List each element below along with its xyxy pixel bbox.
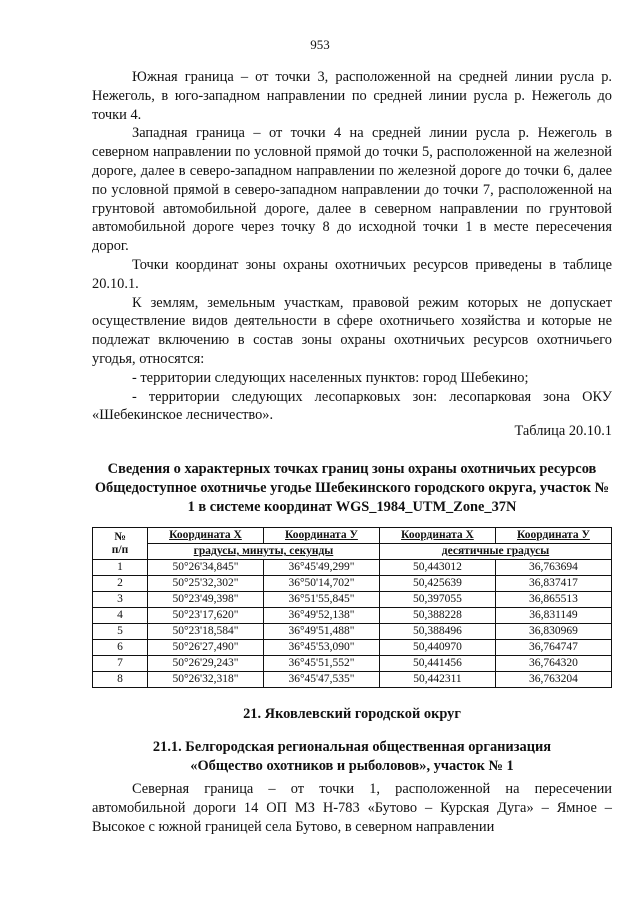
section-heading-21-1-line1: 21.1. Белгородская региональная общественная организация (152, 739, 552, 755)
boundary-description (92, 68, 612, 425)
table-row (93, 624, 612, 640)
paragraph-coordinates-ref: Точки координат зоны охраны охотничьих ресурсов приведены в таблице 20.10.1. (92, 256, 612, 292)
paragraph-north-boundary: Северная граница – от точки 1, расположенной на пересечении автомобильной дороги 14 ОП МЗ Н-783 «Бутово – Курская Дуга» – Ямное – Высокое с южной границей села Бутово, в северном направлении (92, 781, 612, 835)
cell-x-dec: 50,442311 (379, 672, 495, 688)
cell-x-dms: 50°23'17,620" (148, 608, 264, 624)
table-caption: Таблица 20.10.1 (514, 423, 612, 439)
cell-y-dec: 36,837417 (495, 576, 611, 592)
header-y-dms: Координата У (263, 528, 379, 544)
paragraph-west-boundary: Западная граница – от точки 4 на средней линии русла р. Нежеголь в северном направлении по условной прямой до точки 5, расположенной на железной дороге, далее в северо-западном направлении по железной дороге до точки 6, далее по условной прямой в северо-западном направлении до точки 7, расположенной на грунтовой автомобильной дороге, далее в северном направлении по грунтовой автомобильной дороге через точку 8 до исходной точки 1 в месте пересечения дорог. (92, 125, 612, 255)
list-item-settlements: - территории следующих населенных пунктов: город Шебекино; (132, 369, 529, 386)
table-title: Сведения о характерных точках границ зоны охраны охотничьих ресурсов Общедоступное охотничье угодье Шебекинского городского округа, участок № 1 в системе координат WGS_1984_UTM_Zone_37N (94, 461, 610, 515)
cell-x-dec: 50,441456 (379, 656, 495, 672)
cell-x-dec: 50,397055 (379, 592, 495, 608)
cell-y-dec: 36,764320 (495, 656, 611, 672)
section-heading-21: 21. Яковлевский городской округ (243, 706, 461, 722)
cell-y-dms: 36°45'53,090" (263, 640, 379, 656)
paragraph-south-boundary: Южная граница – от точки 3, расположенной на средней линии русла р. Нежеголь, в юго-западном направлении по средней линии русла р. Нежеголь до точки 4. (92, 69, 612, 123)
header-y-dec: Координата У (495, 528, 611, 544)
cell-y-dms: 36°45'49,299" (263, 560, 379, 576)
table-row (93, 608, 612, 624)
cell-x-dms: 50°26'27,490" (148, 640, 264, 656)
cell-y-dec: 36,831149 (495, 608, 611, 624)
header-x-dec: Координата X (379, 528, 495, 544)
table-row (93, 576, 612, 592)
cell-y-dms: 36°50'14,702" (263, 576, 379, 592)
header-unit-dms: градусы, минуты, секунды (148, 544, 380, 560)
cell-row-number: 8 (93, 672, 148, 688)
cell-x-dms: 50°26'34,845" (148, 560, 264, 576)
cell-y-dms: 36°49'52,138" (263, 608, 379, 624)
table-row (93, 640, 612, 656)
cell-x-dec: 50,443012 (379, 560, 495, 576)
cell-x-dms: 50°23'49,398" (148, 592, 264, 608)
cell-x-dec: 50,388496 (379, 624, 495, 640)
cell-y-dec: 36,763694 (495, 560, 611, 576)
cell-y-dms: 36°45'47,535" (263, 672, 379, 688)
header-x-dms: Координата X (148, 528, 264, 544)
table-row (93, 672, 612, 688)
header-number: № п/п (93, 528, 148, 560)
cell-row-number: 6 (93, 640, 148, 656)
header-unit-dec: десятичные градусы (379, 544, 611, 560)
cell-y-dec: 36,763204 (495, 672, 611, 688)
cell-x-dec: 50,388228 (379, 608, 495, 624)
table-row (93, 560, 612, 576)
cell-row-number: 1 (93, 560, 148, 576)
cell-y-dec: 36,764747 (495, 640, 611, 656)
cell-y-dms: 36°45'51,552" (263, 656, 379, 672)
section-heading-21-1-line2: «Общество охотников и рыболовов», участок № 1 (190, 758, 514, 774)
cell-x-dec: 50,440970 (379, 640, 495, 656)
coordinates-table (92, 527, 612, 688)
cell-x-dms: 50°25'32,302" (148, 576, 264, 592)
cell-y-dms: 36°51'55,845" (263, 592, 379, 608)
section-heading-21-1 (92, 738, 612, 776)
cell-row-number: 4 (93, 608, 148, 624)
table-row (93, 592, 612, 608)
cell-row-number: 3 (93, 592, 148, 608)
table-row (93, 656, 612, 672)
cell-y-dec: 36,865513 (495, 592, 611, 608)
cell-x-dec: 50,425639 (379, 576, 495, 592)
list-item-forest-park: - территории следующих лесопарковых зон: лесопарковая зона ОКУ «Шебекинское лесничество». (92, 388, 612, 424)
cell-row-number: 7 (93, 656, 148, 672)
cell-y-dms: 36°49'51,488" (263, 624, 379, 640)
cell-y-dec: 36,830969 (495, 624, 611, 640)
cell-x-dms: 50°26'32,318" (148, 672, 264, 688)
page-number: 953 (310, 37, 330, 52)
cell-x-dms: 50°26'29,243" (148, 656, 264, 672)
cell-x-dms: 50°23'18,584" (148, 624, 264, 640)
cell-row-number: 5 (93, 624, 148, 640)
cell-row-number: 2 (93, 576, 148, 592)
paragraph-excluded-lands: К землям, земельным участкам, правовой режим которых не допускает осуществление видов деятельности в сфере охотничьего хозяйства и которые не подлежат включению в состав зоны охраны охотничьих ресурсов охотничьего угодья, относятся: (92, 294, 612, 367)
